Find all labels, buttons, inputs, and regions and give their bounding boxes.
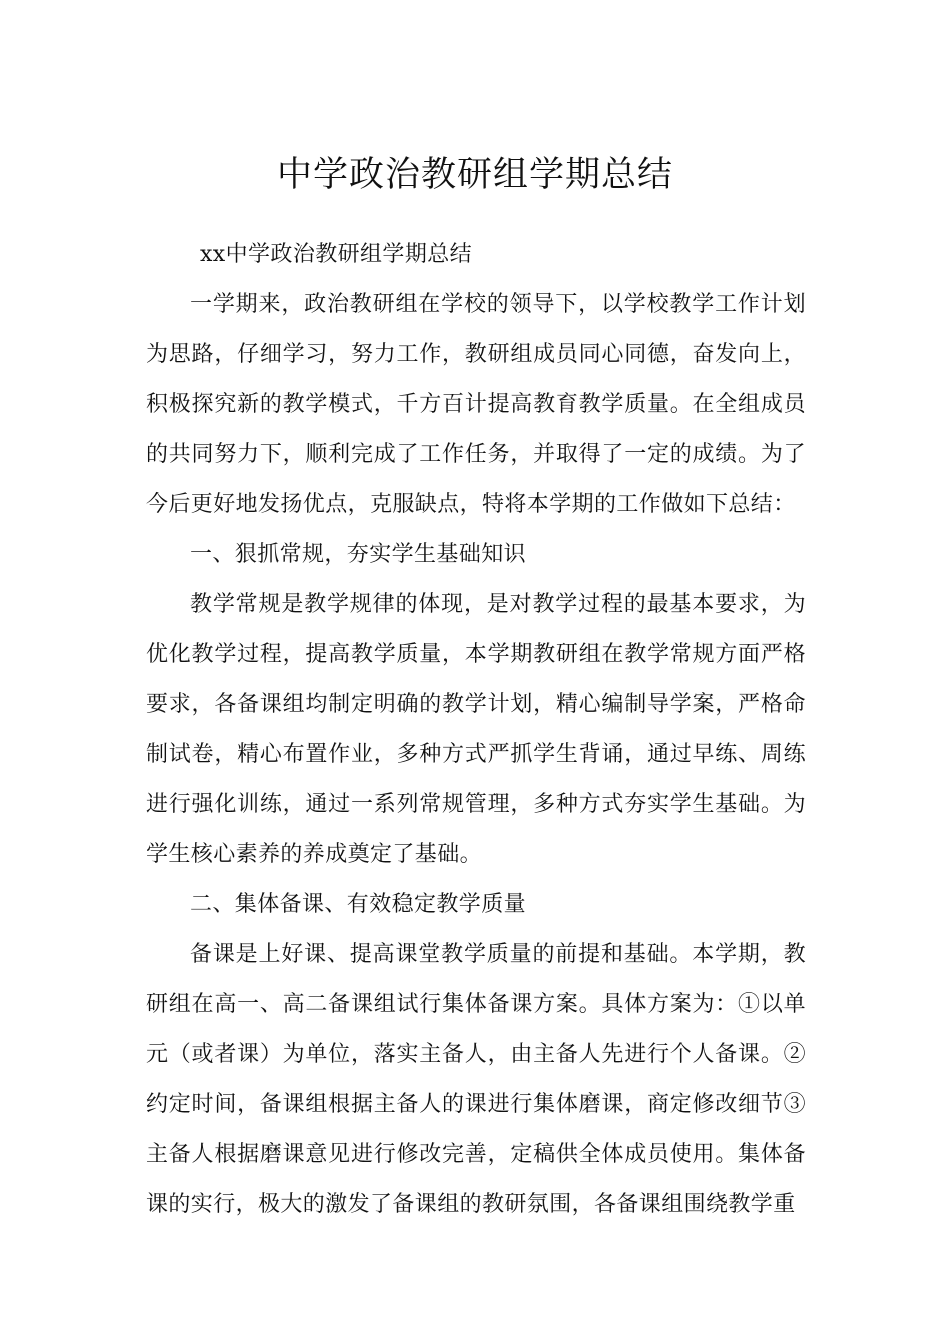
section-heading-2: 二、集体备课、有效稳定教学质量	[190, 892, 527, 917]
section-1-paragraph: 教学常规是教学规律的体现，是对教学过程的最基本要求，为优化教学过程，提高教学质量，本学期教研组在教学常规方面严格要求，各备课组均制定明确的教学计划，精心编制导学案，严格命制试卷，精心布置作业，多种方式严抓学生背诵，通过早练、周练进行强化训练，通过一系列常规管理，多种方式夯实学生基础。为学生核心素养的养成奠定了基础。	[146, 592, 806, 867]
section-heading-1: 一、狠抓常规，夯实学生基础知识	[190, 542, 527, 567]
document-title: 中学政治教研组学期总结	[276, 155, 673, 196]
section-2-paragraph: 备课是上好课、提高课堂教学质量的前提和基础。本学期，教研组在高一、高二备课组试行集体备课方案。具体方案为：①以单元（或者课）为单位，落实主备人，由主备人先进行个人备课。②约定时间，备课组根据主备人的课进行集体磨课，商定修改细节③主备人根据磨课意见进行修改完善，定稿供全体成员使用。集体备课的实行，极大的激发了备课组的教研氛围，各备课组围绕教学重	[146, 942, 806, 1217]
intro-paragraph: 一学期来，政治教研组在学校的领导下，以学校教学工作计划为思路，仔细学习，努力工作，教研组成员同心同德，奋发向上，积极探究新的教学模式，千方百计提高教育教学质量。在全组成员的共同努力下，顺利完成了工作任务，并取得了一定的成绩。为了今后更好地发扬优点，克服缺点，特将本学期的工作做如下总结：	[146, 292, 806, 517]
document-body	[146, 230, 806, 1230]
document-subtitle: xx中学政治教研组学期总结	[200, 242, 473, 267]
